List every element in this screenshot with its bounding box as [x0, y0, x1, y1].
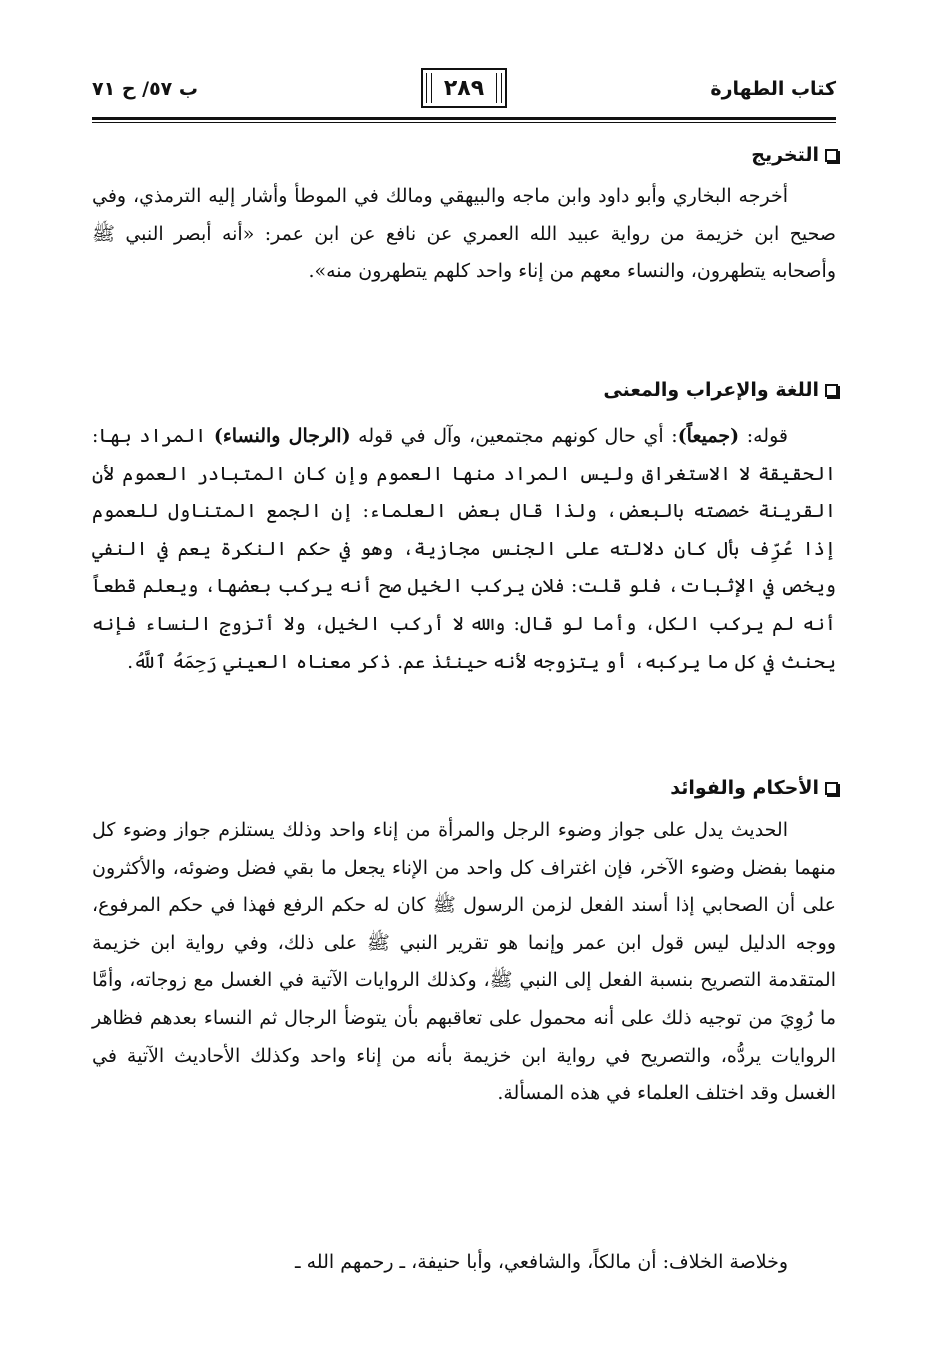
mid-text: : أي حال كونهم مجتمعين، وآل في قوله — [350, 425, 678, 447]
paragraph-lugha — [92, 418, 836, 681]
square-bullet-icon — [825, 782, 838, 795]
header-rule-thin — [92, 122, 836, 123]
heading-text: اللغة والإعراب والمعنى — [603, 379, 819, 401]
section-heading-ahkam — [670, 777, 838, 799]
page-number: ٢٨٩ — [421, 68, 507, 108]
heading-text: التخريج — [751, 144, 819, 166]
paragraph-text: أخرجه البخاري وأبو داود وابن ماجه والبيهقي ومالك في الموطأ وأشار إليه الترمذي، وفي صحيح ابن خزيمة من رواية عبيد الله العمري عن نافع عن ابن عمر: «أنه أبصر النبي ﷺ وأصحابه يتطهرون، والنساء معهم من إناء واحد كلهم يتطهرون منه». — [92, 185, 836, 283]
paragraph-khulasa — [92, 1244, 836, 1282]
section-heading-lugha — [603, 379, 838, 401]
body-text: المراد بها: الحقيقة لا الاستغراق وليس المراد منها العموم وإن كان المتبادر العموم لأن القرينة خصصته بالبعض، ولذا قال بعض العلماء: إن الجمع المتناول للعموم إذا عُرِّف بأل كان دلالته على الجنس مجازية، وهو في حكم النكرة يعم في النفي ويخص في الإثبات، فلو قلت: فلان يركب الخيل صح أنه يركب بعضها، ويعلم قطعاً أنه لم يركب الكل، وأما لو قال: والله لا أركب الخيل، ولا أتزوج النساء فإنه يحنث في كل ما يركبه، أو يتزوجه لأنه حينئذ عم. ذكر معناه العيني رَحِمَهُ ٱللَّهُ. — [92, 425, 836, 673]
running-header — [92, 68, 836, 116]
heading-text: الأحكام والفوائد — [670, 777, 819, 799]
chapter-reference: ب ٥٧/ ح ٧١ — [92, 78, 198, 100]
square-bullet-icon — [825, 149, 838, 162]
section-heading-takhrij — [751, 144, 838, 166]
paragraph-text — [92, 418, 836, 681]
intro-text: قوله: — [739, 425, 788, 447]
paragraph-text: الحديث يدل على جواز وضوء الرجل والمرأة من إناء واحد وذلك يستلزم جواز وضوء كل منهما بفضل وضوء الآخر، فإن اغتراف كل واحد من الإناء يجعل ما بقي فضل وضوئه، والأكثرون على أن الصحابي إذا أسند الفعل لزمن الرسول ﷺ كان له حكم الرفع فهذا في حكم المرفوع، ووجه الدليل ليس قول ابن عمر وإنما هو تقرير النبي ﷺ على ذلك، وفي رواية ابن خزيمة المتقدمة التصريح بنسبة الفعل إلى النبي ﷺ، وكذلك الروايات الآتية في الغسل مع زوجاته، وأمَّا ما رُوِيَ من توجيه ذلك على أنه محمول على تعاقبهم بأن يتوضأ الرجال ثم النساء بعدهم فظاهر الروايات يردُّه، والتصريح في رواية ابن خزيمة بأنه من إناء واحد وكذلك الأحاديث الآتية في الغسل وقد اختلف العلماء في هذه المسألة. — [92, 819, 836, 1105]
header-rule-thick — [92, 117, 836, 120]
book-title: كتاب الطهارة — [710, 78, 836, 100]
square-bullet-icon — [825, 384, 838, 397]
term-jamian: (جميعاً) — [677, 425, 740, 447]
term-rijal-nisa: (الرجال والنساء) — [213, 425, 351, 447]
paragraph-ahkam — [92, 812, 836, 1113]
paragraph-takhrij — [92, 178, 836, 291]
paragraph-text: وخلاصة الخلاف: أن مالكاً، والشافعي، وأبا حنيفة، ـ رحمهم الله ـ — [295, 1251, 788, 1273]
